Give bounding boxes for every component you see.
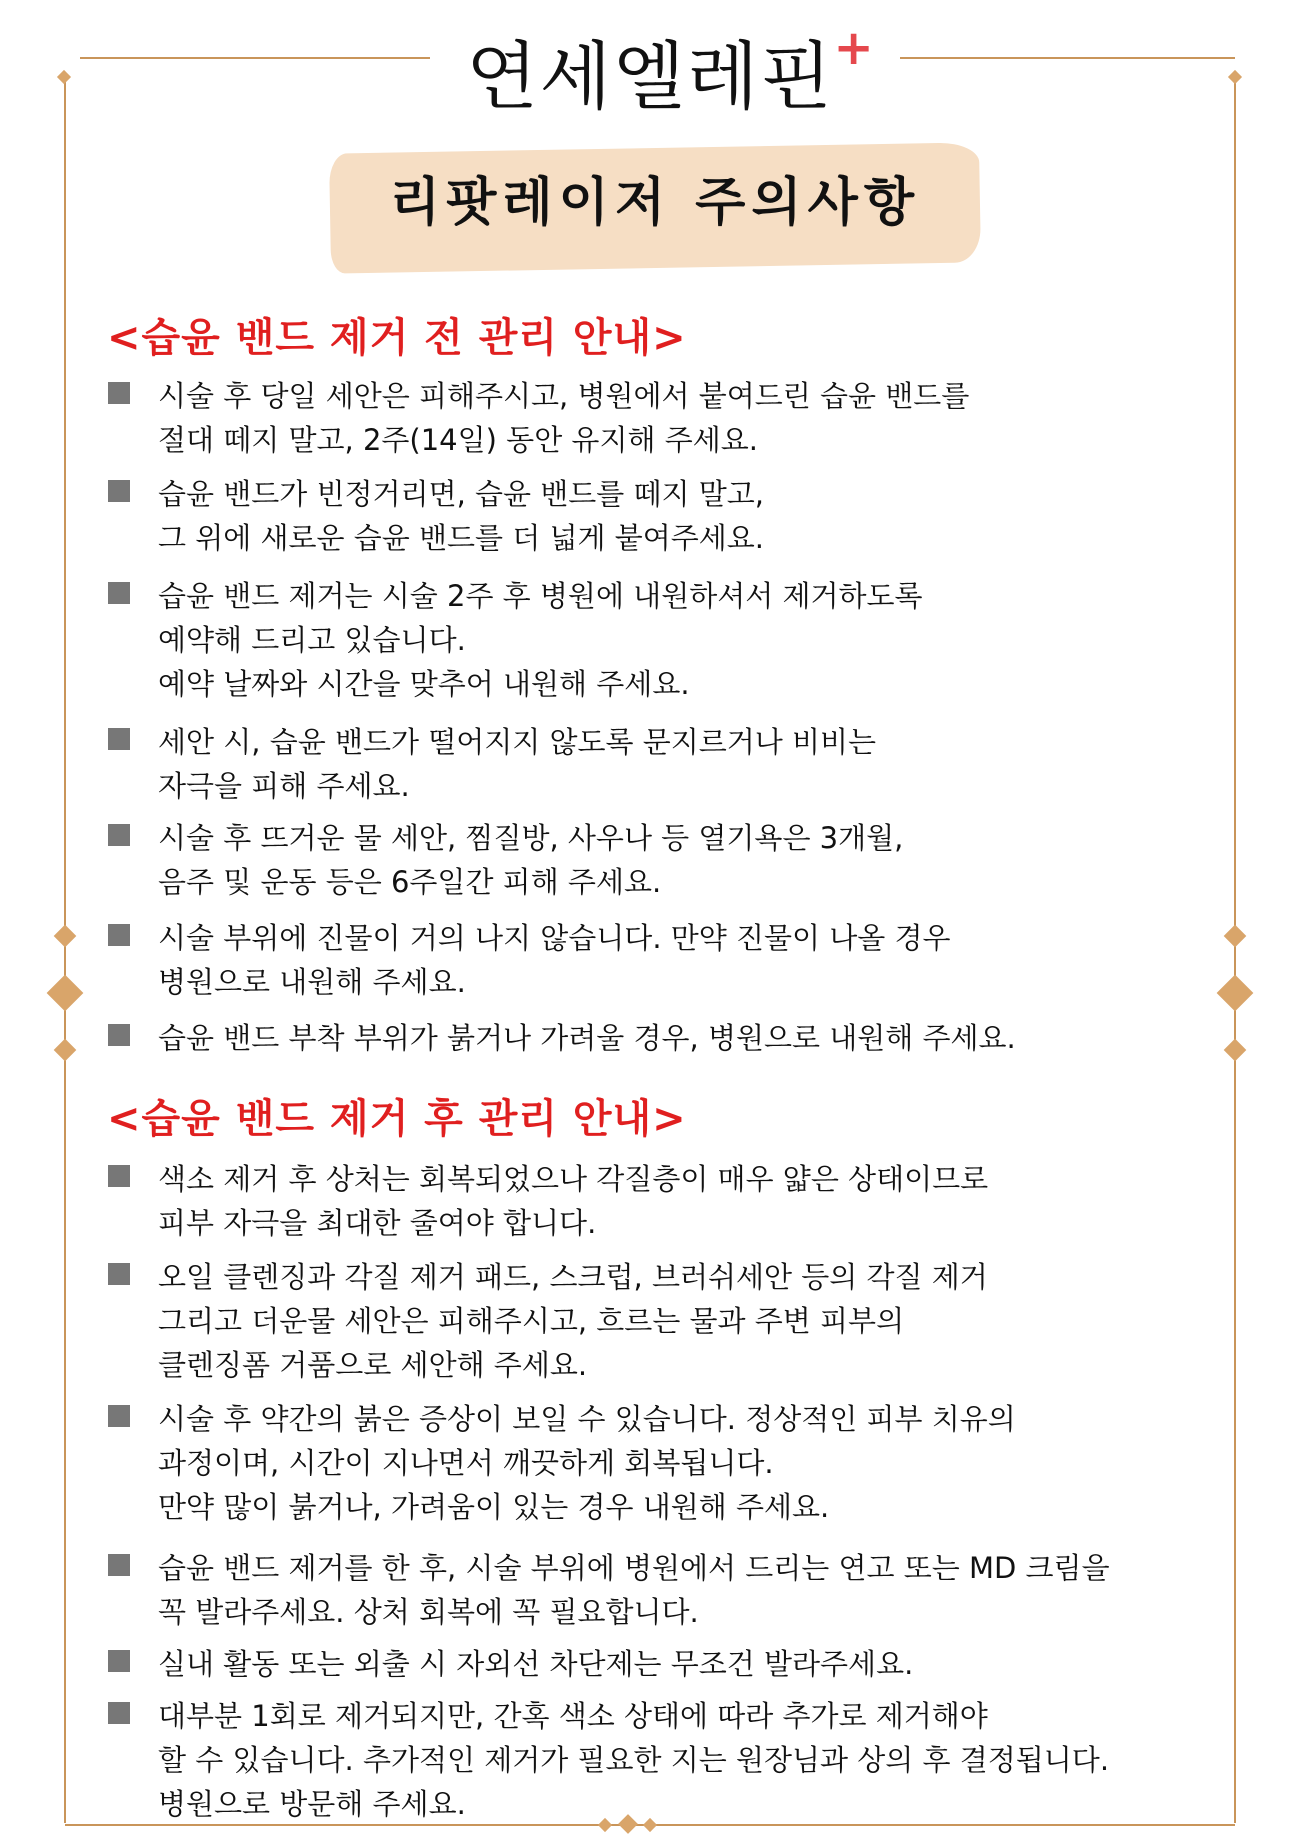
list-item-text: 습윤 밴드가 빈정거리면, 습윤 밴드를 떼지 말고, 그 위에 새로운 습윤 밴드를 더 넓게 붙여주세요.: [158, 477, 765, 555]
list-item: [108, 1694, 1238, 1826]
section-title-before-removal: <습윤 밴드 제거 전 관리 안내>: [107, 315, 687, 361]
list-item-text: 시술 부위에 진물이 거의 나지 않습니다. 만약 진물이 나올 경우 병원으로 내원해 주세요.: [158, 921, 951, 999]
list-item-text: 색소 제거 후 상처는 회복되었으나 각질층이 매우 얇은 상태이므로 피부 자극을 최대한 줄여야 합니다.: [158, 1162, 989, 1240]
list-item-text: 습윤 밴드 제거를 한 후, 시술 부위에 병원에서 드리는 연고 또는 MD 크림을 꼭 발라주세요. 상처 회복에 꼭 필요합니다.: [158, 1551, 1110, 1629]
clinic-logo-text: 연세엘레핀: [466, 34, 834, 120]
square-bullet-icon: [108, 1702, 130, 1724]
list-item-text: 시술 후 당일 세안은 피해주시고, 병원에서 붙여드린 습윤 밴드를 절대 떼지 말고, 2주(14일) 동안 유지해 주세요.: [158, 379, 970, 457]
logo-container: [0, 18, 1300, 124]
square-bullet-icon: [108, 1405, 130, 1427]
list-item: [108, 816, 1238, 904]
square-bullet-icon: [108, 1165, 130, 1187]
square-bullet-icon: [108, 1263, 130, 1285]
list-item: [108, 720, 1238, 808]
square-bullet-icon: [108, 1554, 130, 1576]
list-item: [108, 1642, 1238, 1686]
frame-left-line: [64, 78, 66, 1823]
list-item: [108, 1397, 1238, 1529]
list-item: [108, 1546, 1238, 1634]
list-item: [108, 472, 1238, 560]
square-bullet-icon: [108, 924, 130, 946]
list-item-text: 시술 후 약간의 붉은 증상이 보일 수 있습니다. 정상적인 피부 치유의 과정이며, 시간이 지나면서 깨끗하게 회복됩니다. 만약 많이 붉거나, 가려움이 있는 경우 내원해 주세요.: [158, 1402, 1016, 1524]
frame-left-diamond-1: [54, 925, 77, 948]
clinic-logo: [466, 18, 876, 124]
square-bullet-icon: [108, 582, 130, 604]
list-item: [108, 374, 1238, 462]
frame-left-diamond-2: [47, 975, 84, 1012]
square-bullet-icon: [108, 824, 130, 846]
list-item-text: 습윤 밴드 제거는 시술 2주 후 병원에 내원하셔서 제거하도록 예약해 드리고 있습니다. 예약 날짜와 시간을 맞추어 내원해 주세요.: [158, 579, 923, 701]
list-item-text: 습윤 밴드 부착 부위가 붉거나 가려울 경우, 병원으로 내원해 주세요.: [158, 1021, 1016, 1055]
square-bullet-icon: [108, 728, 130, 750]
list-item-text: 실내 활동 또는 외출 시 자외선 차단제는 무조건 발라주세요.: [158, 1647, 914, 1681]
list-item: [108, 1016, 1238, 1060]
list-item: [108, 916, 1238, 1004]
page-title: 리팟레이저 주의사항: [389, 172, 921, 233]
square-bullet-icon: [108, 1650, 130, 1672]
list-item-text: 시술 후 뜨거운 물 세안, 찜질방, 사우나 등 열기욕은 3개월, 음주 및 운동 등은 6주일간 피해 주세요.: [158, 821, 904, 899]
section-title-after-removal: <습윤 밴드 제거 후 관리 안내>: [107, 1096, 687, 1142]
list-item-text: 오일 클렌징과 각질 제거 패드, 스크럽, 브러쉬세안 등의 각질 제거 그리고 더운물 세안은 피해주시고, 흐르는 물과 주변 피부의 클렌징폼 거품으로 세안해 주세요.: [158, 1260, 988, 1382]
frame-left-diamond-3: [54, 1039, 77, 1062]
square-bullet-icon: [108, 382, 130, 404]
list-item-text: 세안 시, 습윤 밴드가 떨어지지 않도록 문지르거나 비비는 자극을 피해 주세요.: [158, 725, 877, 803]
square-bullet-icon: [108, 1024, 130, 1046]
list-item: [108, 1255, 1238, 1387]
list-item: [108, 574, 1238, 706]
list-item: [108, 1157, 1238, 1245]
square-bullet-icon: [108, 480, 130, 502]
list-item-text: 대부분 1회로 제거되지만, 간혹 색소 상태에 따라 추가로 제거해야 할 수 있습니다. 추가적인 제거가 필요한 지는 원장님과 상의 후 결정됩니다. 병원으로 방문해 주세요.: [158, 1699, 1110, 1821]
plus-icon: +: [833, 20, 876, 76]
